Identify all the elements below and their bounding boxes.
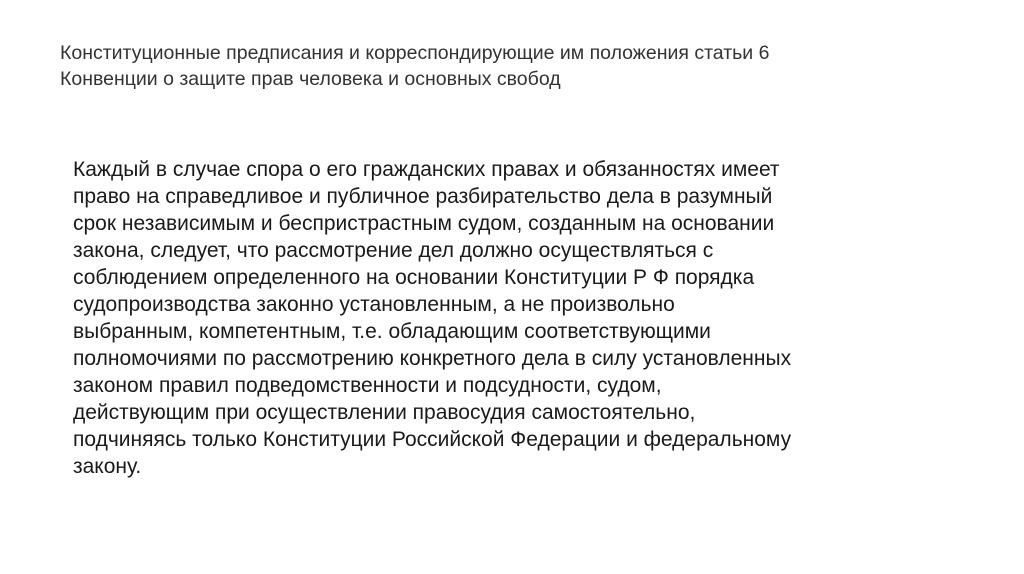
body-line: Каждый в случае спора о его гражданских правах и обязанностях имеет bbox=[73, 158, 780, 181]
slide-body-text bbox=[73, 156, 973, 480]
body-line: право на справедливое и публичное разбирательство дела в разумный bbox=[73, 185, 773, 208]
title-line: Конституционные предписания и корреспондирующие им положения статьи 6 bbox=[60, 42, 770, 64]
body-line: закону. bbox=[73, 455, 142, 478]
body-line: судопроизводства законно установленным, а не произвольно bbox=[73, 293, 675, 316]
body-line: срок независимым и беспристрастным судом, созданным на основании bbox=[73, 212, 775, 235]
body-line: соблюдением определенного на основании Конституции Р Ф порядка bbox=[73, 266, 755, 289]
body-line: полномочиями по рассмотрению конкретного дела в силу установленных bbox=[73, 347, 792, 370]
slide-title bbox=[60, 40, 980, 92]
body-line: действующим при осуществлении правосудия самостоятельно, bbox=[73, 401, 696, 424]
body-line: выбранным, компетентным, т.е. обладающим соответствующими bbox=[73, 320, 711, 343]
body-line: законом правил подведомственности и подсудности, судом, bbox=[73, 374, 662, 397]
body-line: закона, следует, что рассмотрение дел должно осуществляться с bbox=[73, 239, 714, 262]
body-line: подчиняясь только Конституции Российской Федерации и федеральному bbox=[73, 428, 792, 451]
title-line: Конвенции о защите прав человека и основных свобод bbox=[60, 68, 561, 90]
